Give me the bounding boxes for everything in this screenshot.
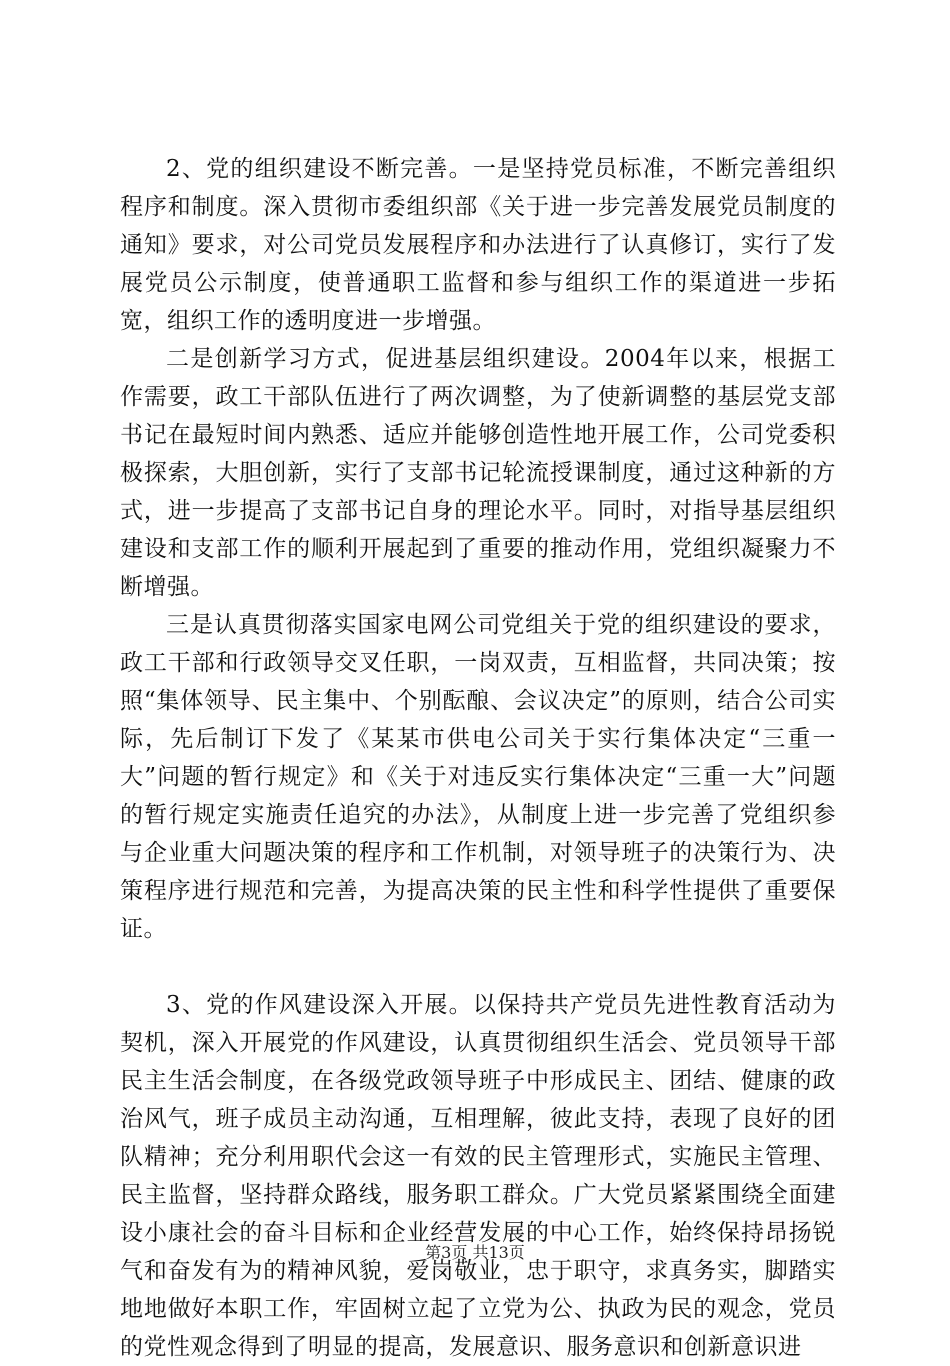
paragraph-decision-rules: 三是认真贯彻落实国家电网公司党组关于党的组织建设的要求，政工干部和行政领导交叉任职，一岗双责，互相监督，共同决策；按照“集体领导、民主集中、个别酝酿、会议决定”的原则，结合公司实际，先后制订下发了《某某市供电公司关于实行集体决定“三重一大”问题的暂行规定》和《关于对违反实行集体决定“三重一大”问题的暂行规定实施责任追究的办法》，从制度上进一步完善了党组织参与企业重大问题决策的程序和工作机制，对领导班子的决策行为、决策程序进行规范和完善，为提高决策的民主性和科学性提供了重要保证。 (120, 612, 836, 942)
paragraph-study-innovation: 二是创新学习方式，促进基层组织建设。2004年以来，根据工作需要，政工干部队伍进行了两次调整，为了使新调整的基层党支部书记在最短时间内熟悉、适应并能够创造性地开展工作，公司党委积极探索，大胆创新，实行了支部书记轮流授课制度，通过这种新的方式，进一步提高了支部书记自身的理论水平。同时，对指导基层组织建设和支部工作的顺利开展起到了重要的推动作用，党组织凝聚力不断增强。 (120, 346, 836, 600)
paragraph-work-style: 3、党的作风建设深入开展。以保持共产党员先进性教育活动为契机，深入开展党的作风建设，认真贯彻组织生活会、党员领导干部民主生活会制度，在各级党政领导班子中形成民主、团结、健康的政治风气，班子成员主动沟通，互相理解，彼此支持，表现了良好的团队精神；充分利用职代会这一有效的民主管理形式，实施民主管理、民主监督，坚持群众路线，服务职工群众。广大党员紧紧围绕全面建设小康社会的奋斗目标和企业经营发展的中心工作，始终保持昂扬锐气和奋发有为的精神风貌，爱岗敬业，忠于职守，求真务实，脚踏实地地做好本职工作，牢固树立起了立党为公、执政为民的观念，党员的党性观念得到了明显的提高，发展意识、服务意识和创新意识进 (120, 992, 836, 1360)
page-number-footer: 第3页 共13页 (425, 1243, 525, 1262)
document-body (120, 150, 836, 1366)
paragraph-organization-building: 2、党的组织建设不断完善。一是坚持党员标准，不断完善组织程序和制度。深入贯彻市委组织部《关于进一步完善发展党员制度的通知》要求，对公司党员发展程序和办法进行了认真修订，实行了发展党员公示制度，使普通职工监督和参与组织工作的渠道进一步拓宽，组织工作的透明度进一步增强。 (120, 156, 836, 334)
paragraph-gap (120, 948, 836, 986)
